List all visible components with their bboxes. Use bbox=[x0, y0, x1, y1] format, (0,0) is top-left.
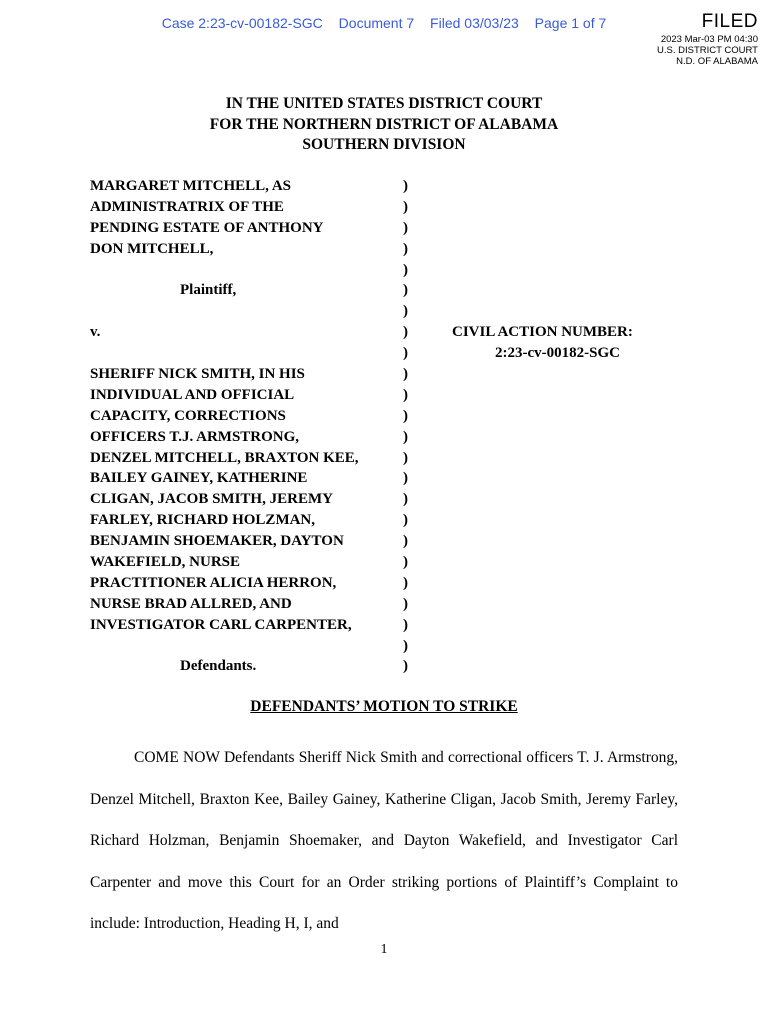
caption-row bbox=[90, 615, 730, 636]
caption-row bbox=[90, 489, 730, 510]
defendant-name-line: PRACTITIONER ALICIA HERRON, bbox=[90, 574, 337, 591]
caption-paren: ) bbox=[403, 282, 408, 299]
page-indicator: Page 1 of 7 bbox=[534, 15, 607, 31]
caption-paren: ) bbox=[403, 198, 408, 215]
plaintiff-label: Plaintiff, bbox=[180, 282, 237, 299]
caption-paren: ) bbox=[403, 574, 408, 591]
caption-paren: ) bbox=[403, 428, 408, 445]
caption-paren: ) bbox=[403, 533, 408, 550]
caption-row bbox=[90, 427, 730, 448]
caption-paren: ) bbox=[403, 366, 408, 383]
caption-row bbox=[90, 364, 730, 385]
stamp-district: N.D. OF ALABAMA bbox=[676, 56, 758, 67]
caption-row bbox=[90, 197, 730, 218]
stamp-court: U.S. DISTRICT COURT bbox=[657, 45, 758, 56]
defendants-label: Defendants. bbox=[180, 658, 257, 675]
case-header bbox=[0, 15, 768, 31]
caption-row bbox=[90, 468, 730, 489]
caption-row bbox=[90, 636, 730, 657]
caption-row bbox=[90, 176, 730, 197]
motion-title: DEFENDANTS’ MOTION TO STRIKE bbox=[250, 698, 518, 715]
caption-paren: ) bbox=[403, 658, 408, 675]
caption-row bbox=[90, 448, 730, 469]
case-caption bbox=[90, 176, 730, 677]
caption-paren: ) bbox=[403, 345, 408, 362]
filed-stamp bbox=[657, 10, 758, 67]
defendant-name-line: INVESTIGATOR CARL CARPENTER, bbox=[90, 616, 352, 633]
defendant-name-line: DENZEL MITCHELL, BRAXTON KEE, bbox=[90, 449, 359, 466]
versus-label: v. bbox=[90, 324, 101, 341]
defendant-name-line: NURSE BRAD ALLRED, AND bbox=[90, 595, 292, 612]
caption-row bbox=[90, 301, 730, 322]
caption-paren: ) bbox=[403, 324, 408, 341]
caption-row bbox=[90, 594, 730, 615]
caption-row bbox=[90, 406, 730, 427]
caption-paren: ) bbox=[403, 449, 408, 466]
filed-label: FILED bbox=[701, 11, 758, 32]
caption-row bbox=[90, 656, 730, 677]
defendant-name-line: WAKEFIELD, NURSE bbox=[90, 554, 241, 571]
court-heading bbox=[0, 94, 768, 156]
filed-date: Filed 03/03/23 bbox=[430, 15, 519, 31]
defendant-name-line: CLIGAN, JACOB SMITH, JEREMY bbox=[90, 491, 333, 508]
plaintiff-name-line: ADMINISTRATRIX OF THE bbox=[90, 198, 284, 215]
caption-paren: ) bbox=[403, 261, 408, 278]
defendant-name-line: SHERIFF NICK SMITH, IN HIS bbox=[90, 366, 305, 383]
caption-row bbox=[90, 322, 730, 343]
stamp-date: 2023 Mar-03 PM 04:30 bbox=[660, 34, 758, 45]
caption-row bbox=[90, 218, 730, 239]
defendant-name-line: OFFICERS T.J. ARMSTRONG, bbox=[90, 428, 300, 445]
caption-paren: ) bbox=[403, 303, 408, 320]
defendant-name-line: FARLEY, RICHARD HOLZMAN, bbox=[90, 512, 316, 529]
case-number: Case 2:23-cv-00182-SGC bbox=[161, 15, 323, 31]
caption-paren: ) bbox=[403, 491, 408, 508]
civil-action-label: CIVIL ACTION NUMBER: bbox=[452, 324, 633, 341]
caption-row bbox=[90, 531, 730, 552]
caption-row bbox=[90, 343, 730, 364]
plaintiff-name-line: MARGARET MITCHELL, AS bbox=[90, 178, 292, 194]
plaintiff-name-line: PENDING ESTATE OF ANTHONY bbox=[90, 219, 324, 236]
document-number: Document 7 bbox=[338, 15, 415, 31]
court-heading-line: FOR THE NORTHERN DISTRICT OF ALABAMA bbox=[209, 115, 559, 133]
defendant-name-line: CAPACITY, CORRECTIONS bbox=[90, 407, 286, 424]
page-number: 1 bbox=[380, 942, 388, 957]
defendant-name-line: BENJAMIN SHOEMAKER, DAYTON bbox=[90, 533, 344, 550]
motion-body-paragraph: COME NOW Defendants Sheriff Nick Smith and correctional officers T. J. Armstrong, Denzel Mitchell, Braxton Kee, Bailey Gainey, Katherine Cligan, Jacob Smith, Jeremy Farley, Richard Holzman, Benjamin Shoemaker, and Dayton Wakefield, and Investigator Carl Carpenter and move this Court for an Order striking portions of Plaintiff’s Complaint to include: Introduction, Heading H, I, and bbox=[90, 749, 678, 932]
caption-paren: ) bbox=[403, 637, 408, 654]
caption-row bbox=[90, 239, 730, 260]
civil-action-number: 2:23-cv-00182-SGC bbox=[495, 345, 620, 362]
caption-paren: ) bbox=[403, 407, 408, 424]
caption-paren: ) bbox=[403, 595, 408, 612]
caption-row bbox=[90, 260, 730, 281]
court-heading-line: IN THE UNITED STATES DISTRICT COURT bbox=[225, 95, 543, 112]
caption-paren: ) bbox=[403, 554, 408, 571]
caption-row bbox=[90, 573, 730, 594]
caption-row bbox=[90, 280, 730, 301]
caption-paren: ) bbox=[403, 470, 408, 487]
caption-row bbox=[90, 385, 730, 406]
caption-paren: ) bbox=[403, 240, 408, 257]
caption-paren: ) bbox=[403, 512, 408, 529]
caption-paren: ) bbox=[403, 386, 408, 403]
caption-paren: ) bbox=[403, 219, 408, 236]
defendant-name-line: INDIVIDUAL AND OFFICIAL bbox=[90, 386, 295, 403]
caption-row bbox=[90, 510, 730, 531]
plaintiff-name-line: DON MITCHELL, bbox=[90, 240, 214, 257]
caption-paren: ) bbox=[403, 178, 408, 194]
caption-paren: ) bbox=[403, 616, 408, 633]
defendant-name-line: BAILEY GAINEY, KATHERINE bbox=[90, 470, 308, 487]
court-heading-line: SOUTHERN DIVISION bbox=[302, 136, 466, 153]
caption-row bbox=[90, 552, 730, 573]
